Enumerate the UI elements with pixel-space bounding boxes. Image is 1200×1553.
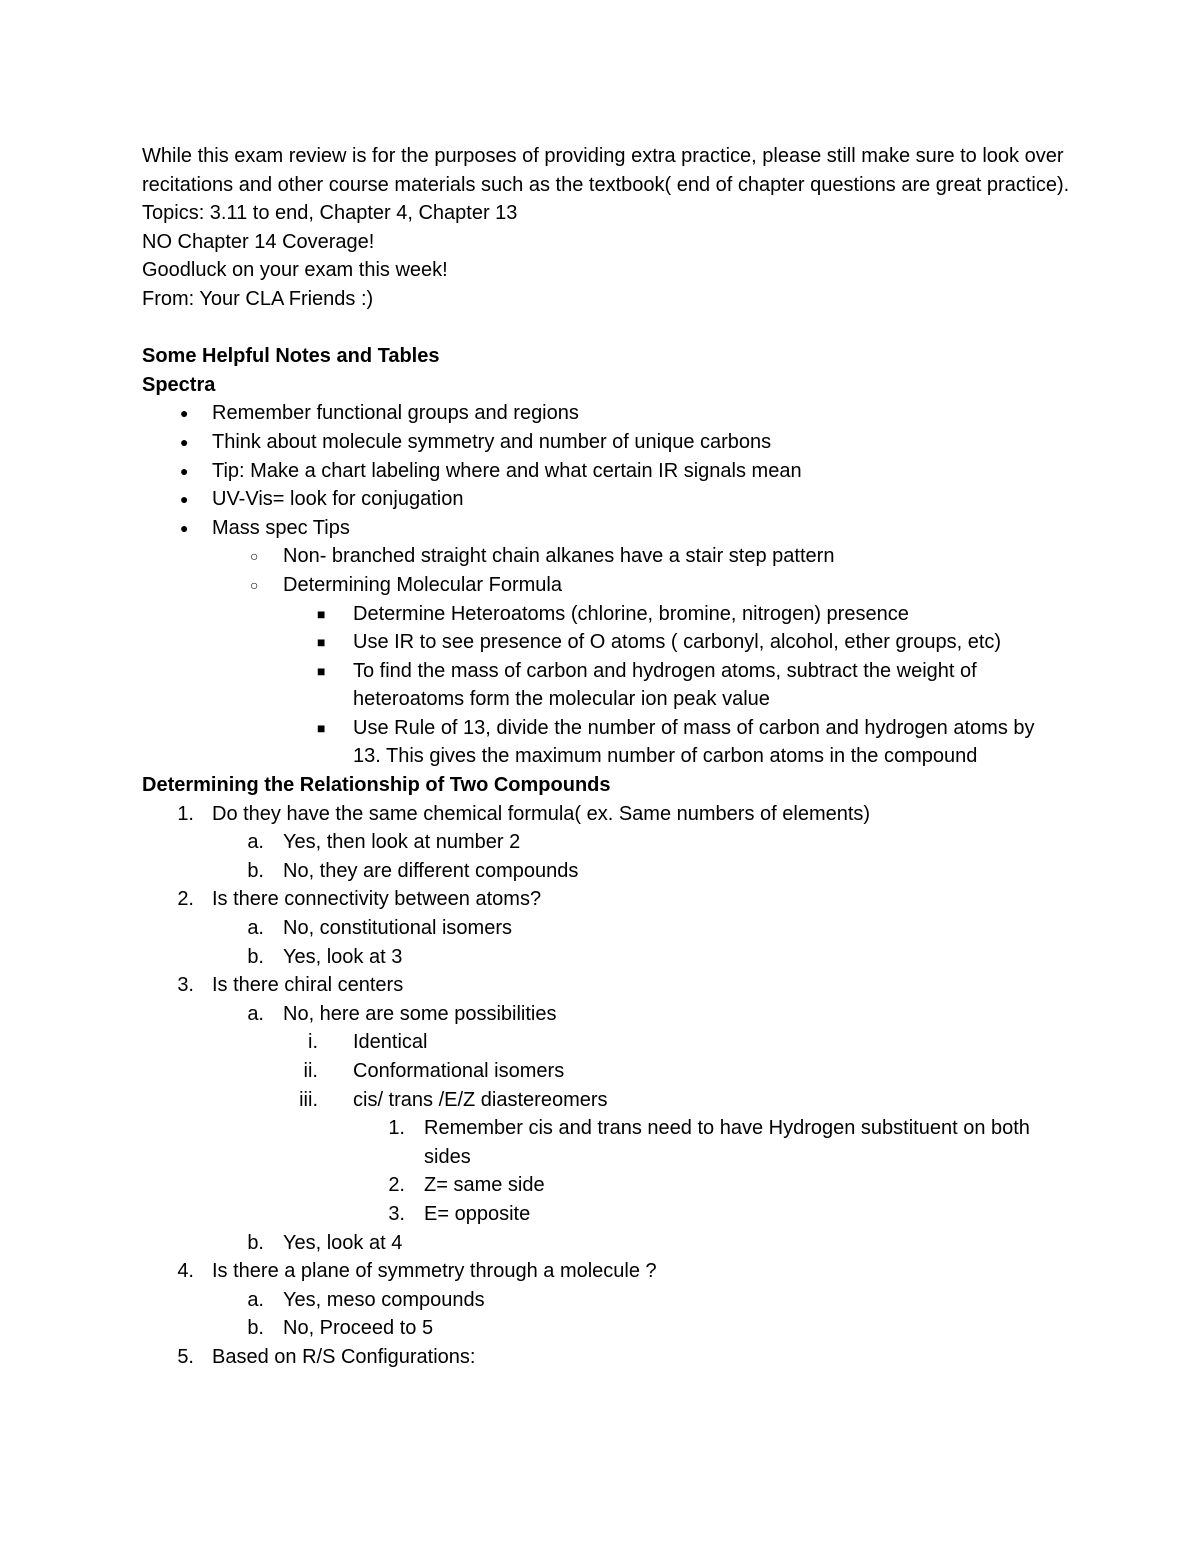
list-number: 1. [177, 802, 194, 825]
list-item: b. No, they are different compounds [142, 857, 1072, 886]
list-item: 3. E= opposite [142, 1200, 1072, 1229]
bullet-icon: ● [180, 405, 189, 422]
list-item: iii. cis/ trans /E/Z diastereomers [142, 1086, 1072, 1115]
list-number: 1. [388, 1117, 405, 1140]
bullet-icon: ● [180, 519, 189, 536]
topics-line: Topics: 3.11 to end, Chapter 4, Chapter 13 [142, 202, 518, 225]
bullet-icon: ● [180, 433, 189, 450]
list-letter: a. [247, 1002, 264, 1025]
list-roman: ii. [303, 1060, 318, 1082]
list-item: 2. Z= same side [142, 1171, 1072, 1200]
list-item: 4. Is there a plane of symmetry through a molecule ? [142, 1257, 1072, 1286]
bullet-icon: ● [180, 491, 189, 508]
list-item: ii. Conformational isomers [142, 1057, 1072, 1086]
list-item: 1. Remember cis and trans need to have Hydrogen substituent on both sides [142, 1114, 1074, 1171]
list-item: ■ Use IR to see presence of O atoms ( carbonyl, alcohol, ether groups, etc) [142, 628, 1072, 657]
list-item: 3. Is there chiral centers [142, 971, 1072, 1000]
list-item: a. No, constitutional isomers [142, 914, 1072, 943]
list-letter: a. [247, 917, 264, 940]
list-item: a. No, here are some possibilities [142, 1000, 1072, 1029]
list-item: ● UV-Vis= look for conjugation [142, 485, 1072, 514]
blank-line [142, 314, 1072, 343]
list-item: ○ Non- branched straight chain alkanes have a stair step pattern [142, 542, 1072, 571]
list-item: ■ Use Rule of 13, divide the number of mass of carbon and hydrogen atoms by 13. This gives the maximum number of carbon atoms in the compound [142, 714, 1063, 771]
bullet-icon: ● [180, 462, 189, 479]
list-number: 2. [177, 888, 194, 911]
hollow-bullet-icon: ○ [250, 576, 259, 593]
list-item: ● Think about molecule symmetry and number of unique carbons [142, 428, 1072, 457]
list-item: ● Remember functional groups and regions [142, 399, 1072, 428]
no-coverage-line: NO Chapter 14 Coverage! [142, 230, 375, 253]
square-bullet-icon: ■ [317, 634, 326, 651]
list-item: ● Tip: Make a chart labeling where and what certain IR signals mean [142, 457, 1072, 486]
list-number: 3. [388, 1202, 405, 1225]
list-letter: a. [247, 831, 264, 854]
goodluck-line: Goodluck on your exam this week! [142, 259, 448, 282]
list-number: 2. [388, 1174, 405, 1197]
intro-paragraph: While this exam review is for the purposes of providing extra practice, please still make sure to look over recitations and other course materials such as the textbook( end of chapter questions are great practice). [142, 145, 1070, 196]
list-roman: i. [308, 1031, 318, 1054]
list-roman: iii. [299, 1088, 318, 1111]
list-item: b. Yes, look at 4 [142, 1229, 1072, 1258]
list-item: 1. Do they have the same chemical formula( ex. Same numbers of elements) [142, 800, 1072, 829]
notes-heading: Some Helpful Notes and Tables [142, 345, 440, 368]
list-item: ■ To find the mass of carbon and hydrogen atoms, subtract the weight of heteroatoms form the molecular ion peak value [142, 657, 1053, 714]
list-letter: b. [247, 945, 264, 968]
relationship-heading: Determining the Relationship of Two Compounds [142, 774, 611, 797]
list-item: ● Mass spec Tips [142, 514, 1072, 543]
list-item: ■ Determine Heteroatoms (chlorine, bromine, nitrogen) presence [142, 600, 1072, 629]
list-item: ○ Determining Molecular Formula [142, 571, 1072, 600]
list-number: 3. [177, 974, 194, 997]
list-letter: b. [247, 1317, 264, 1340]
square-bullet-icon: ■ [317, 719, 326, 736]
list-number: 5. [177, 1345, 194, 1368]
document-page [142, 142, 1072, 1372]
list-item: 5. Based on R/S Configurations: [142, 1343, 1072, 1372]
list-item: b. No, Proceed to 5 [142, 1314, 1072, 1343]
from-line: From: Your CLA Friends :) [142, 287, 374, 310]
list-item: i. Identical [142, 1028, 1072, 1057]
square-bullet-icon: ■ [317, 605, 326, 622]
list-item: b. Yes, look at 3 [142, 943, 1072, 972]
square-bullet-icon: ■ [317, 662, 326, 679]
spectra-heading: Spectra [142, 373, 216, 396]
list-item: a. Yes, then look at number 2 [142, 828, 1072, 857]
list-letter: a. [247, 1288, 264, 1311]
list-item: 2. Is there connectivity between atoms? [142, 885, 1072, 914]
list-letter: b. [247, 1231, 264, 1254]
hollow-bullet-icon: ○ [250, 548, 259, 565]
list-item: a. Yes, meso compounds [142, 1286, 1072, 1315]
list-letter: b. [247, 859, 264, 882]
list-number: 4. [177, 1260, 194, 1283]
